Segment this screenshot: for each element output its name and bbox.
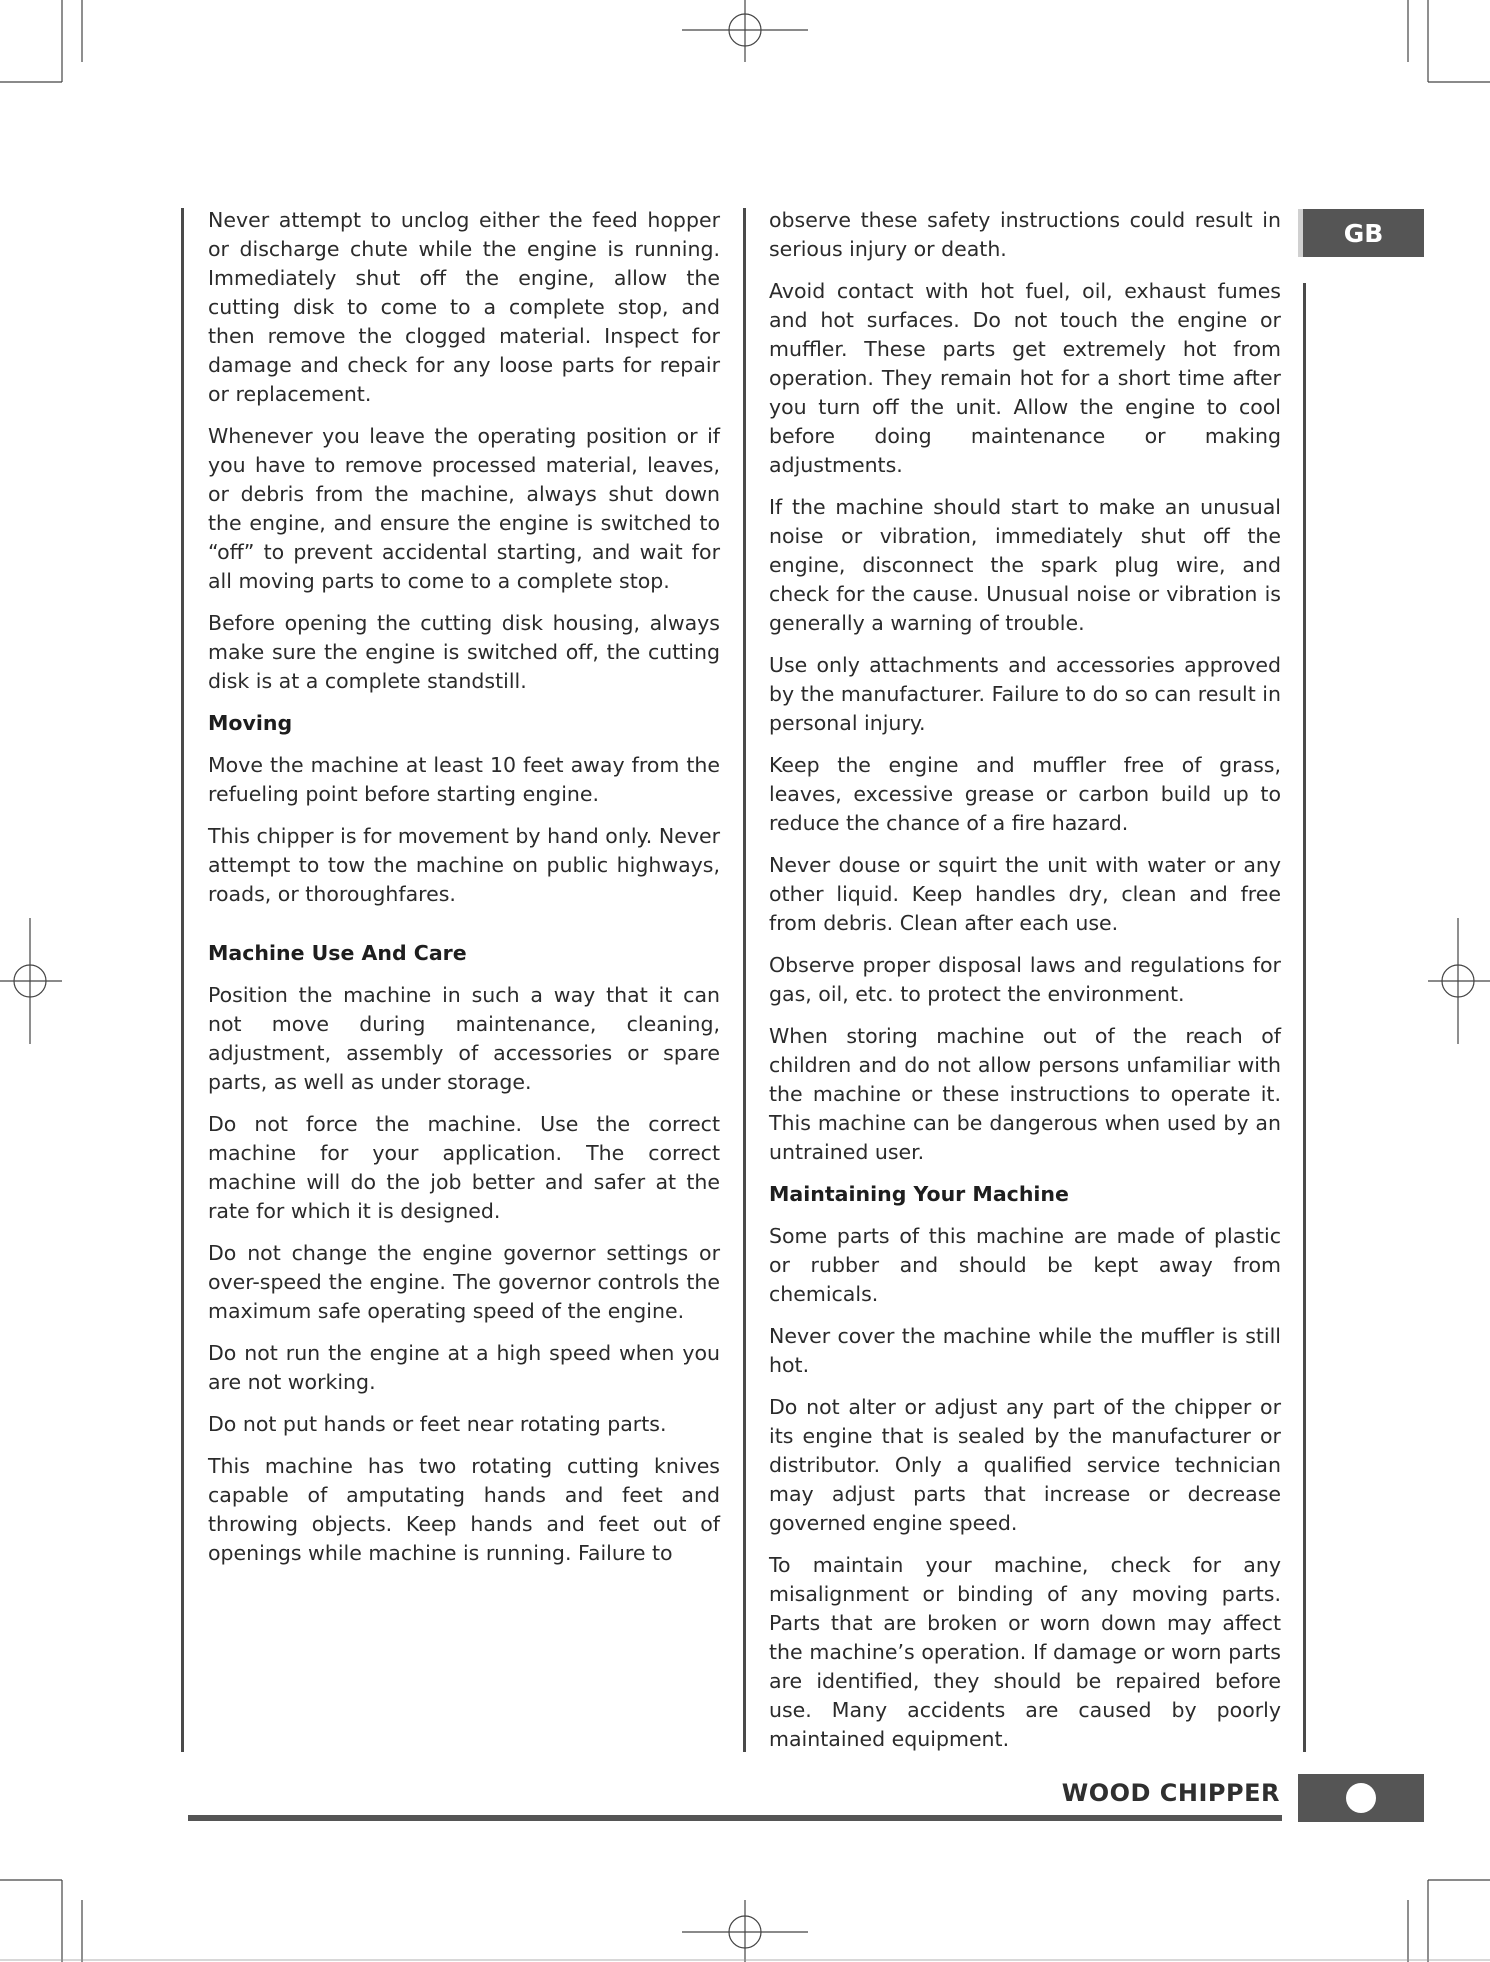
paragraph: This chipper is for movement by hand only. Never attempt to tow the machine on public highways, roads, or thoroughfares. xyxy=(208,824,720,906)
language-tab: GB xyxy=(1298,209,1424,257)
paragraph: Do not force the machine. Use the correct machine for your application. The correct machine will do the job better and safer at the rate for which it is designed. xyxy=(208,1112,720,1223)
right-column-rule xyxy=(1303,283,1306,1752)
left-column xyxy=(208,206,720,1581)
heading-machine-use-and-care: Machine Use And Care xyxy=(208,941,467,965)
page-dot-icon xyxy=(1346,1783,1376,1813)
page-number-tab xyxy=(1298,1774,1424,1822)
paragraph: When storing machine out of the reach of children and do not allow persons unfamiliar with the machine or these instructions to operate it. This machine can be dangerous when used by an untrained user. xyxy=(769,1024,1281,1164)
left-column-rule xyxy=(181,208,184,1752)
paragraph: Before opening the cutting disk housing, always make sure the engine is switched off, the cutting disk is at a complete standstill. xyxy=(208,611,720,693)
center-column-rule xyxy=(743,208,746,1752)
paragraph: Position the machine in such a way that it can not move during maintenance, cleaning, adjustment, assembly of accessories or spare parts, as well as under storage. xyxy=(208,983,720,1094)
footer-rule xyxy=(188,1815,1282,1821)
paragraph: Keep the engine and muffler free of grass, leaves, excessive grease or carbon build up to reduce the chance of a fire hazard. xyxy=(769,753,1281,835)
footer-title: WOOD CHIPPER xyxy=(1061,1779,1280,1807)
paragraph: Observe proper disposal laws and regulations for gas, oil, etc. to protect the environment. xyxy=(769,953,1281,1006)
paragraph: Do not change the engine governor settings or over-speed the engine. The governor controls the maximum safe operating speed of the engine. xyxy=(208,1241,720,1323)
paragraph: observe these safety instructions could result in serious injury or death. xyxy=(769,208,1281,261)
paragraph: Never cover the machine while the muffler is still hot. xyxy=(769,1324,1281,1377)
paragraph: Do not run the engine at a high speed when you are not working. xyxy=(208,1341,720,1394)
paragraph: Whenever you leave the operating position or if you have to remove processed material, leaves, or debris from the machine, always shut down the engine, and ensure the engine is switched to “off” to prevent accidental starting, and wait for all moving parts to come to a complete stop. xyxy=(208,424,720,593)
paragraph: Never attempt to unclog either the feed hopper or discharge chute while the engine is running. Immediately shut off the engine, allow the cutting disk to come to a complete stop, and then remove the clogged material. Inspect for damage and check for any loose parts for repair or replacement. xyxy=(208,208,720,406)
paragraph: Some parts of this machine are made of plastic or rubber and should be kept away from chemicals. xyxy=(769,1224,1281,1306)
paragraph: Move the machine at least 10 feet away from the refueling point before starting engine. xyxy=(208,753,720,806)
paragraph: Avoid contact with hot fuel, oil, exhaust fumes and hot surfaces. Do not touch the engine or muffler. These parts get extremely hot from operation. They remain hot for a short time after you turn off the unit. Allow the engine to cool before doing maintenance or making adjustments. xyxy=(769,279,1281,477)
paragraph: Never douse or squirt the unit with water or any other liquid. Keep handles dry, clean and free from debris. Clean after each use. xyxy=(769,853,1281,935)
paragraph: Do not alter or adjust any part of the chipper or its engine that is sealed by the manufacturer or distributor. Only a qualified service technician may adjust parts that increase or decrease governed engine speed. xyxy=(769,1395,1281,1535)
heading-maintaining-your-machine: Maintaining Your Machine xyxy=(769,1182,1069,1206)
right-column xyxy=(769,206,1281,1767)
paragraph: This machine has two rotating cutting knives capable of amputating hands and feet and throwing objects. Keep hands and feet out of openings while machine is running. Failure to xyxy=(208,1454,720,1565)
heading-moving: Moving xyxy=(208,711,293,735)
paragraph: If the machine should start to make an unusual noise or vibration, immediately shut off the engine, disconnect the spark plug wire, and check for the cause. Unusual noise or vibration is generally a warning of trouble. xyxy=(769,495,1281,635)
paragraph: To maintain your machine, check for any misalignment or binding of any moving parts. Parts that are broken or worn down may affect the machine’s operation. If damage or worn parts are identified, they should be repaired before use. Many accidents are caused by poorly maintained equipment. xyxy=(769,1553,1281,1751)
paragraph: Use only attachments and accessories approved by the manufacturer. Failure to do so can result in personal injury. xyxy=(769,653,1281,735)
paragraph: Do not put hands or feet near rotating parts. xyxy=(208,1412,667,1436)
